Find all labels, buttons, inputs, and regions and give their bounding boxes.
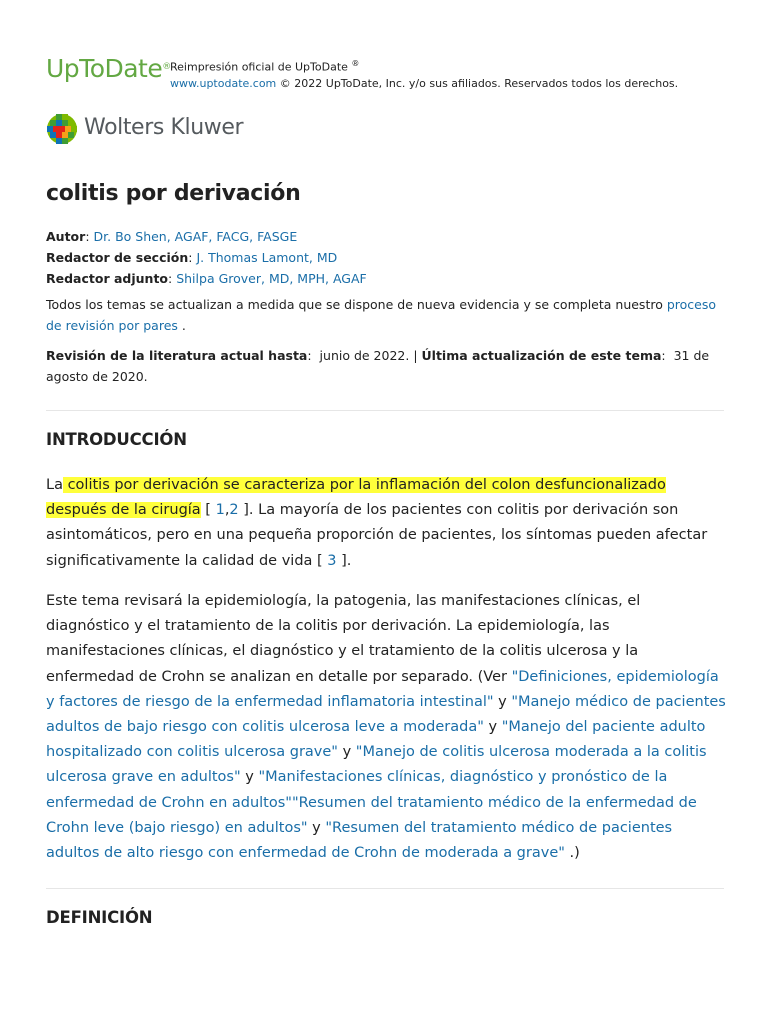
topic-link-uc-severe-hospitalized[interactable]: "Manejo del paciente adulto hospitalizado con colitis ulcerosa grave" xyxy=(46,719,706,761)
topic-link-crohn-high-risk[interactable]: "Resumen del tratamiento médico de pacientes adultos de alto riesgo con enfermedad de Crohn de moderada a grave" xyxy=(46,819,673,862)
divider xyxy=(46,410,724,411)
author-link[interactable]: Dr. Bo Shen, AGAF, FACG, FASGE xyxy=(93,229,298,244)
intro-paragraph-1: La colitis por derivación se caracteriza por la inflamación del colon desfuncionalizado después de la cirugía [ 1,2 ]. La mayoría de los pacientes con colitis por derivación son asintomáticos, pero en una pequeña proporción de pacientes, los síntomas pueden afectar significativamente la calidad de vida [ 3 ]. xyxy=(46,477,708,569)
review-dates: Revisión de la literatura actual hasta: junio de 2022. | Última actualización de este tema: 31 de agosto de 2020. xyxy=(46,348,710,384)
reference-link-2[interactable]: 2 xyxy=(229,502,239,519)
reference-link-1[interactable]: 1 xyxy=(215,502,225,519)
section-editor-line: Redactor de sección: J. Thomas Lamont, MD xyxy=(46,250,338,265)
section-heading-definition: DEFINICIÓN xyxy=(46,908,153,927)
highlighted-text: colitis por derivación se caracteriza por la inflamación del colon desfuncionalizado después de la cirugía xyxy=(46,477,666,519)
wolters-kluwer-mark-icon xyxy=(46,113,78,145)
page-header xyxy=(46,54,746,88)
topic-link-crohn-clinical[interactable]: "Manifestaciones clínicas, diagnóstico y pronóstico de la enfermedad de Crohn en adultos" xyxy=(46,769,668,811)
review-date: junio de 2022. xyxy=(319,348,410,363)
topic-link-uc-mild[interactable]: "Manejo médico de pacientes adultos de bajo riesgo con colitis ulcerosa leve a moderada" xyxy=(46,693,726,736)
uptodate-logo[interactable]: UpToDate® xyxy=(46,54,171,83)
section-heading-introduction: INTRODUCCIÓN xyxy=(46,430,187,449)
deputy-editor-line: Redactor adjunto: Shilpa Grover, MD, MPH, AGAF xyxy=(46,271,367,286)
topic-link-ibd-definitions[interactable]: "Definiciones, epidemiología y factores de riesgo de la enfermedad inflamatoria intestinal" xyxy=(46,668,719,710)
reprint-notice: Reimpresión oficial de UpToDate ® www.uptodate.com © 2022 UpToDate, Inc. y/o sus afiliados. Reservados todos los derechos. xyxy=(170,59,679,90)
topic-link-uc-moderate-severe[interactable]: "Manejo de colitis ulcerosa moderada a la colitis ulcerosa grave en adultos" xyxy=(46,744,707,786)
intro-paragraph-2: Este tema revisará la epidemiología, la patogenia, las manifestaciones clínicas, el diagnóstico y el tratamiento de la colitis por derivación. La epidemiología, las manifestaciones clínicas, el diagnóstico y el tratamiento de la colitis ulcerosa y la enfermedad de Crohn se analizan en detalle por separado. (Ver "Definiciones, epidemiología y factores de riesgo de la enfermedad inflamatoria intestinal" y "Manejo médico de pacientes adultos de bajo riesgo con colitis ulcerosa leve a moderada" y "Manejo del paciente adulto hospitalizado con colitis ulcerosa grave" y "Manejo de colitis ulcerosa moderada a la colitis ulcerosa grave en adultos" y "Manifestaciones clínicas, diagnóstico y pronóstico de la enfermedad de Crohn en adultos""Resumen del tratamiento médico de la enfermedad de Crohn leve (bajo riesgo) en adultos" y "Resumen del tratamiento médico de pacientes adultos de alto riesgo con enfermedad de Crohn de moderada a grave" .) xyxy=(46,593,726,862)
divider xyxy=(46,888,724,889)
section-editor-link[interactable]: J. Thomas Lamont, MD xyxy=(196,250,338,265)
peer-review-link[interactable]: proceso de revisión por pares xyxy=(46,297,716,333)
update-note: Todos los temas se actualizan a medida que se dispone de nueva evidencia y se completa nuestro proceso de revisión por pares . xyxy=(46,297,716,333)
reference-link-3[interactable]: 3 xyxy=(327,552,337,569)
reprint-line: Reimpresión oficial de UpToDate xyxy=(170,60,348,74)
article-credits xyxy=(46,226,726,289)
deputy-editor-link[interactable]: Shilpa Grover, MD, MPH, AGAF xyxy=(176,271,367,286)
last-update-date: 31 de agosto de 2020. xyxy=(46,348,710,384)
wolters-kluwer-logo xyxy=(46,113,306,147)
topic-link-crohn-mild-treatment[interactable]: "Resumen del tratamiento médico de la enfermedad de Crohn leve (bajo riesgo) en adultos" xyxy=(46,794,697,836)
uptodate-url-link[interactable]: www.uptodate.com xyxy=(170,76,277,90)
article-title: colitis por derivación xyxy=(46,181,301,206)
wolters-kluwer-name: Wolters Kluwer xyxy=(84,115,244,140)
copyright-text: © 2022 UpToDate, Inc. y/o sus afiliados. Reservados todos los derechos. xyxy=(276,76,679,90)
author-line: Autor: Dr. Bo Shen, AGAF, FACG, FASGE xyxy=(46,229,298,244)
